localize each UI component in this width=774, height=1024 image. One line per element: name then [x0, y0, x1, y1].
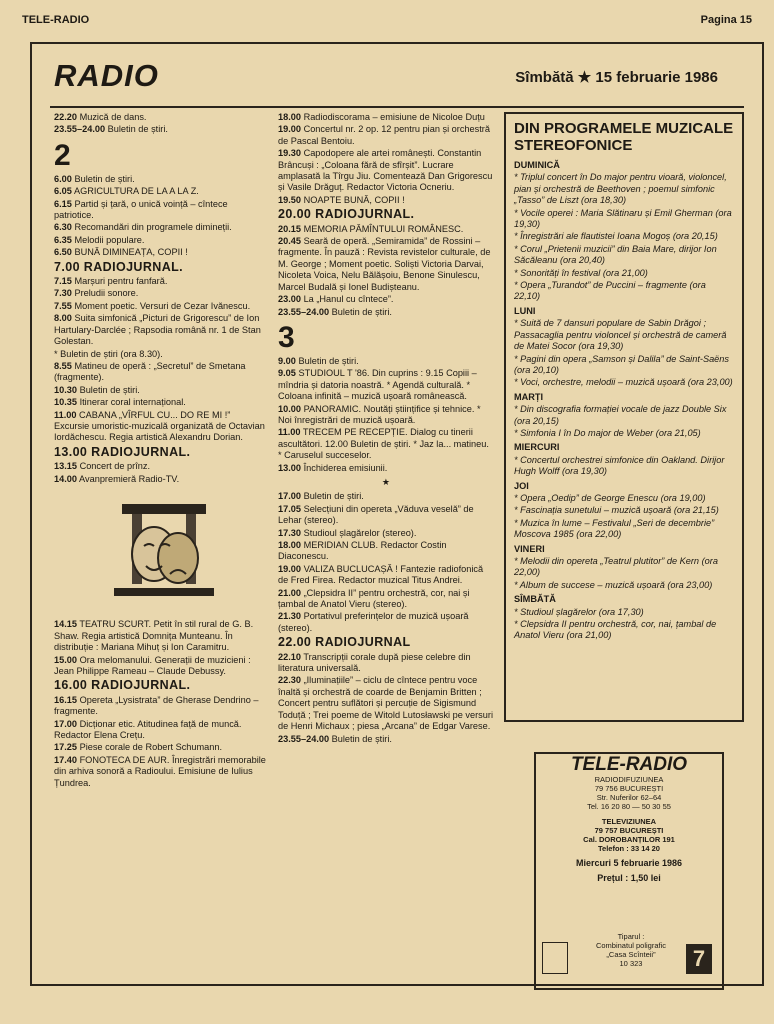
- program-description: TRECEM PE RECEPȚIE. Dialog cu tinerii ascultători. 12.00 Buletin de știri. * Jaz la... matineu. * Caruselul succeselor.: [278, 427, 489, 461]
- program-description: Buletin de știri.: [331, 306, 392, 317]
- issue-date: Miercuri 5 februarie 1986: [575, 858, 683, 868]
- program-entry: [54, 461, 268, 472]
- schedule-block: [54, 619, 268, 677]
- program-description: CABANA „VÎRFUL CU... DO RE MI !” Excursie umoristic-muzicală organizată de Octavian Iordăchescu. Regia artistică Alexandru Dorian.: [54, 409, 265, 443]
- program-entry: [54, 313, 268, 347]
- program-entry: [278, 124, 494, 147]
- program-entry: [54, 742, 268, 753]
- title-divider: [50, 106, 744, 108]
- program-time: 22.20: [54, 112, 77, 122]
- program-time: 17.00: [278, 491, 301, 502]
- program-time: 22.10: [278, 651, 301, 662]
- program-time: 23.55–24.00: [278, 306, 330, 317]
- program-entry: [278, 463, 494, 474]
- program-time: 10.35: [54, 397, 77, 408]
- masthead-line: 79 757 BUCUREȘTI: [594, 826, 664, 835]
- program-description: Matineu de operă : „Secretul” de Smetana (fragmente).: [54, 360, 246, 383]
- program-entry: [278, 427, 494, 461]
- program-description: MERIDIAN CLUB. Redactor Costin Diaconescu.: [278, 540, 447, 562]
- program-description: Buletin de știri.: [298, 355, 359, 366]
- program-entry: [278, 224, 494, 235]
- program-time: 8.00: [54, 313, 72, 324]
- program-description: NOAPTE BUNĂ, COPII !: [303, 194, 405, 205]
- program-entry: [54, 112, 268, 123]
- stereo-title: DIN PROGRAMELE MUZICALE STEREOFONICE: [514, 120, 734, 154]
- masthead-line: „Casa Scînteii”: [606, 950, 656, 959]
- section-date: Sîmbătă ★ 15 februarie 1986: [515, 69, 718, 86]
- program-description: Selecțiuni din opereta „Văduva veselă” de Lehar (stereo).: [278, 503, 474, 526]
- program-entry: [54, 174, 268, 185]
- program-time: 6.50: [54, 247, 72, 258]
- stereo-item: * Triplul concert în Do major pentru vioară, violoncel, pian și orchestră de Beethoven ; poemul simfonic „Tasso” de Liszt (ora 18,30): [514, 172, 727, 206]
- program-time: 7.30: [54, 288, 72, 299]
- radio-section: [30, 42, 764, 986]
- program-time: 6.00: [54, 173, 72, 184]
- program-description: Ora melomanului. Generații de muzicieni : Jean Philippe Rameau – Claude Debussy.: [54, 654, 251, 676]
- program-description: Transcripții corale după piese celebre din literatura universală.: [278, 651, 471, 674]
- stereo-day: LUNI: [514, 305, 536, 316]
- program-time: 9.00: [278, 355, 296, 366]
- page-header: [22, 10, 752, 30]
- program-entry: [54, 695, 268, 718]
- program-time: 22.30: [278, 675, 301, 686]
- program-description: Dicționar etic. Atitudinea față de muncă. Redactor Elena Crețu.: [54, 718, 242, 741]
- program-entry: [54, 755, 268, 789]
- program-entry: [278, 491, 494, 502]
- program-description: Buletin de știri.: [331, 733, 392, 744]
- radio-address: [540, 775, 718, 811]
- program-entry: [278, 307, 494, 318]
- stereo-item: * Studioul șlagărelor (ora 17,30): [514, 606, 644, 617]
- masthead-line: Tel. 16 20 80 — 50 30 55: [587, 802, 671, 811]
- program-description: TEATRU SCURT. Petit în stil rural de G. B. Shaw. Regia artistică Domnița Munteanu. În distribuție : Mariana Mihuț și Ion Caramitru.: [54, 619, 254, 653]
- program-time: 16.15: [54, 694, 77, 705]
- masthead-line: Str. Nuferilor 62–64: [596, 793, 662, 802]
- program-description: Avanpremieră Radio-TV.: [79, 473, 180, 484]
- program-description: PANORAMIC. Noutăți științifice și tehnice. * Noi înregistrări de muzică ușoară.: [278, 403, 481, 425]
- schedule-block: [278, 652, 494, 745]
- program-time: 17.05: [278, 503, 301, 514]
- column-3: [504, 112, 744, 971]
- page-number: Pagina 15: [700, 14, 752, 26]
- program-entry: [278, 540, 494, 563]
- masthead-line: Cal. DOROBANȚILOR 191: [583, 835, 675, 844]
- program-time: 20.15: [278, 223, 301, 234]
- schedule-block: [54, 695, 268, 789]
- program-entry: [278, 148, 494, 194]
- publication-name: TELE-RADIO: [22, 14, 90, 26]
- program-time: 6.05: [54, 186, 72, 197]
- stereo-item: * Album de succese – muzică ușoară (ora 23,00): [514, 579, 713, 590]
- masthead-line: 79 756 BUCUREȘTI: [594, 784, 664, 793]
- program-entry: [54, 186, 268, 197]
- program-description: „Clepsidra II” pentru orchestră, cor, nai și țambal de Anatol Vieru (stereo).: [278, 587, 470, 610]
- program-entry: [54, 655, 268, 678]
- program-entry: [54, 474, 268, 485]
- program-time: 23.00: [278, 294, 301, 305]
- program-time: 15.00: [54, 654, 77, 665]
- program-description: AGRICULTURA DE LA A LA Z.: [73, 186, 199, 197]
- program-entry: [54, 301, 268, 312]
- program-time: 6.30: [54, 222, 72, 233]
- program-time: 20.45: [278, 236, 301, 247]
- program-time: 17.25: [54, 742, 77, 753]
- program-entry: [278, 588, 494, 611]
- program-time: 6.15: [54, 198, 72, 209]
- masthead-line: Tiparul :: [617, 932, 645, 941]
- news-heading: 20.00 RADIOJURNAL.: [278, 207, 415, 222]
- tv-address: [540, 817, 718, 853]
- program-time: 19.30: [278, 148, 301, 159]
- price: Prețul : 1,50 lei: [597, 873, 661, 883]
- program-entry: [278, 112, 494, 123]
- news-heading: 16.00 RADIOJURNAL.: [54, 678, 191, 693]
- program-description: Preludii sonore.: [74, 288, 139, 299]
- printer-info: [576, 932, 686, 968]
- schedule-block: [54, 174, 268, 259]
- schedule-block: [278, 112, 494, 206]
- program-entry: [278, 368, 494, 402]
- program-time: 8.55: [54, 360, 72, 371]
- schedule-block: [54, 276, 268, 444]
- masthead-line: TELEVIZIUNEA: [601, 817, 657, 826]
- program-entry: [54, 361, 268, 384]
- program-description: BUNĂ DIMINEAȚA, COPII !: [74, 247, 188, 258]
- day-number: 3: [278, 320, 295, 354]
- program-entry: [54, 222, 268, 233]
- program-description: „Iluminațiile” – ciclu de cîntece pentru voce înaltă și orchestră de coarde de Benjamin Britten ; Concert pentru suflători și percuție de Sigismund Toduță ; Trei poeme de Witold Lutosławski pe versuri de Henri Michaux ; piesa „Arcana” de Edgar Varese.: [278, 675, 493, 732]
- program-time: 19.50: [278, 194, 301, 205]
- program-entry: [54, 619, 268, 653]
- program-time: 10.30: [54, 384, 77, 395]
- program-time: 6.35: [54, 234, 72, 245]
- program-entry: [54, 719, 268, 742]
- stereo-item: * Muzica în lume – Festivalul „Seri de decembrie” Moscova 1985 (ora 22,00): [514, 517, 715, 540]
- program-entry: [54, 124, 268, 135]
- program-entry: [278, 611, 494, 634]
- stereo-item: * Suită de 7 dansuri populare de Sabin Drăgoi ; Passacaglia pentru violoncel și orchestră de cameră de Matei Socor (ora 19,30): [514, 318, 727, 352]
- program-entry: [54, 385, 268, 396]
- program-entry: [54, 199, 268, 222]
- printer-icon: [542, 942, 568, 974]
- program-entry: [278, 652, 494, 675]
- program-time: 23.55–24.00: [278, 733, 330, 744]
- stereo-item: * Corul „Prietenii muzicii” din Baia Mare, dirijor Ion Săcăleanu (ora 20,40): [514, 243, 717, 266]
- stereo-item: * Din discografia formației vocale de jazz Double Six (ora 20,15): [514, 404, 727, 426]
- program-entry: [54, 276, 268, 287]
- program-description: * Buletin de știri (ora 8.30).: [54, 348, 163, 359]
- program-time: 9.05: [278, 368, 296, 379]
- program-entry: [54, 349, 268, 360]
- program-description: Concert de prînz.: [79, 461, 151, 472]
- program-description: Buletin de știri.: [74, 173, 135, 184]
- program-description: Buletin de știri.: [303, 491, 364, 502]
- program-entry: [278, 734, 494, 745]
- day-number: 2: [54, 138, 71, 172]
- program-entry: [54, 247, 268, 258]
- program-description: STUDIOUL T '86. Din cuprins : 9.15 Copiii – mîndria și datoria noastră. * Agendă culturală. * Coloana infinită – muzică ușoară românească.: [278, 368, 477, 402]
- program-description: FONOTECA DE AUR. Înregistrări memorabile din arhiva sonoră a Radioului. Emisiune de Iulius Țundrea.: [54, 754, 266, 788]
- stereo-item: * Vocile operei : Maria Slătinaru și Emil Gherman (ora 19,30): [514, 207, 732, 230]
- program-description: Opereta „Lysistrata” de Gherase Dendrino – fragmente.: [54, 694, 259, 717]
- stereo-item: * Melodii din opereta „Teatrul plutitor” de Kern (ora 22,00): [514, 556, 718, 578]
- program-description: Radiodiscorama – emisiune de Nicoloe Duțu: [303, 112, 485, 122]
- program-description: Buletin de știri.: [79, 384, 140, 395]
- program-time: 19.00: [278, 563, 301, 574]
- program-entry: [54, 235, 268, 246]
- stereo-item: * Pagini din opera „Samson și Dalila” de Saint-Saëns (ora 20,10): [514, 353, 730, 375]
- program-time: 10.00: [278, 403, 301, 414]
- program-description: Recomandări din programele dimineții.: [74, 222, 232, 233]
- schedule-block: [54, 461, 268, 485]
- stereo-list: [514, 160, 734, 642]
- news-heading: 7.00 RADIOJURNAL.: [54, 259, 184, 274]
- stereo-item: * Voci, orchestre, melodii – muzică ușoară (ora 23,00): [514, 377, 733, 388]
- stereo-day: DUMINICĂ: [514, 160, 560, 170]
- stereo-item: * Opera „Turandot” de Puccini – fragmente (ora 22,10): [514, 280, 706, 302]
- news-heading: 22.00 RADIOJURNAL: [278, 635, 411, 650]
- program-description: Marșuri pentru fanfară.: [74, 276, 168, 287]
- program-time: 11.00: [278, 427, 301, 438]
- program-description: MEMORIA PĂMÎNTULUI ROMÂNESC.: [303, 223, 464, 234]
- stereo-item: * Înregistrări ale flautistei Ioana Mogoș (ora 20,15): [514, 231, 718, 242]
- stereo-day: VINERI: [514, 543, 545, 554]
- stereo-item: * Sonorități în festival (ora 21,00): [514, 267, 648, 278]
- program-entry: [278, 356, 494, 367]
- program-description: Suita simfonică „Picturi de Grigorescu” de Ion Hartulary-Darclée ; Rapsodia română nr. 1 de Stan Golestan.: [54, 313, 261, 347]
- program-entry: [278, 675, 494, 732]
- program-time: 13.15: [54, 461, 77, 472]
- program-description: VALIZA BUCLUCAȘĂ ! Fantezie radiofonică de Fred Firea. Redactor muzical Titus Andrei.: [278, 563, 484, 586]
- column-2: [278, 112, 494, 746]
- schedule-block: [278, 356, 494, 474]
- program-entry: [278, 195, 494, 206]
- program-description: Melodii populare.: [74, 234, 145, 245]
- program-entry: [278, 528, 494, 539]
- program-description: Închiderea emisiunii.: [303, 462, 388, 473]
- program-time: 13.00: [278, 462, 301, 473]
- stereo-day: SÎMBĂTĂ: [514, 594, 556, 605]
- program-description: Moment poetic. Versuri de Cezar Ivănescu.: [74, 300, 251, 311]
- stereo-item: * Opera „Oedip” de George Enescu (ora 19,00): [514, 492, 706, 503]
- program-time: 23.55–24.00: [54, 124, 106, 135]
- program-time: 7.15: [54, 276, 72, 287]
- program-entry: [54, 410, 268, 444]
- stereo-item: * Fascinația sunetului – muzică ușoară (ora 21,15): [514, 505, 719, 516]
- program-description: La „Hanul cu cîntece”.: [303, 294, 394, 305]
- program-time: 21.00: [278, 587, 301, 598]
- program-time: 14.15: [54, 619, 77, 630]
- program-entry: [278, 404, 494, 427]
- news-heading: 13.00 RADIOJURNAL.: [54, 444, 191, 459]
- program-time: 17.30: [278, 527, 301, 538]
- program-time: 21.30: [278, 611, 301, 622]
- program-description: Seară de operă. „Semiramida” de Rossini – fragmente. În pauză : Revista revistelor culturale, de M. George ; Moment poetic. Soliști Victoria Darvai, Nicoleta Voica, Nelu Bălășoiu, Benone Sinulescu, Marcel Budală și Ionel Budișteanu.: [278, 236, 491, 292]
- schedule-block: [54, 112, 268, 136]
- stereo-day: JOI: [514, 480, 529, 491]
- program-description: Studioul șlagărelor (stereo).: [303, 527, 417, 538]
- program-time: 18.00: [278, 540, 301, 550]
- stereo-day: MARȚI: [514, 391, 544, 402]
- stereo-item: * Simfonia I în Do major de Weber (ora 21,05): [514, 427, 701, 438]
- program-time: 18.00: [278, 112, 301, 122]
- program-description: Buletin de știri.: [107, 124, 168, 135]
- column-1: [54, 112, 268, 790]
- program-entry: [278, 236, 494, 293]
- program-entry: [54, 288, 268, 299]
- masthead-line: Telefon : 33 14 20: [598, 844, 660, 853]
- masthead-line: RADIODIFUZIUNEA: [594, 775, 664, 784]
- masthead-box: [534, 752, 724, 990]
- program-description: Piese corale de Robert Schumann.: [79, 742, 223, 753]
- program-time: 11.00: [54, 409, 77, 420]
- program-entry: [278, 564, 494, 587]
- theatre-masks-illustration: [104, 496, 224, 606]
- program-time: 17.00: [54, 718, 77, 729]
- program-entry: [278, 294, 494, 305]
- masthead-line: Combinatul poligrafic: [595, 941, 667, 950]
- channel-7-icon: 7: [686, 944, 712, 974]
- program-time: 17.40: [54, 754, 77, 765]
- schedule-block: [278, 224, 494, 318]
- stereo-programs-box: [504, 112, 744, 722]
- masthead-line: 10 323: [619, 959, 643, 968]
- section-title: RADIO: [54, 58, 159, 93]
- masthead-title: TELE-RADIO: [570, 754, 688, 775]
- program-description: Concertul nr. 2 op. 12 pentru pian și orchestră de Pascal Bentoiu.: [278, 124, 490, 146]
- program-time: 14.00: [54, 473, 77, 484]
- program-entry: [54, 397, 268, 408]
- program-description: Capodopere ale artei românești. Constantin Brâncuși : „Coloana fără de sfîrșit”. Lucrare amplasată la Tîrgu Jiu. Comentează Dan Grigorescu și Vasile Drăguț. Redactor Victoria Ocneriu.: [278, 148, 493, 193]
- program-time: 7.55: [54, 300, 72, 311]
- separator-star: ★: [381, 476, 391, 487]
- program-description: Muzică de dans.: [79, 112, 147, 122]
- stereo-item: * Clepsidra II pentru orchestră, cor, nai, țambal de Anatol Vieru (ora 21,00): [514, 619, 717, 641]
- program-entry: [278, 504, 494, 527]
- program-description: Itinerar coral internațional.: [79, 397, 186, 408]
- stereo-item: * Concertul orchestrei simfonice din Oakland. Dirijor Hugh Wolff (ora 19,30): [514, 454, 725, 477]
- program-description: Partid și țară, o unică voință – cîntece patriotice.: [54, 198, 228, 221]
- program-description: Portativul preferințelor de muzică ușoară (stereo).: [278, 611, 469, 633]
- program-time: 19.00: [278, 124, 301, 135]
- schedule-block: [278, 491, 494, 634]
- stereo-day: MIERCURI: [514, 442, 560, 453]
